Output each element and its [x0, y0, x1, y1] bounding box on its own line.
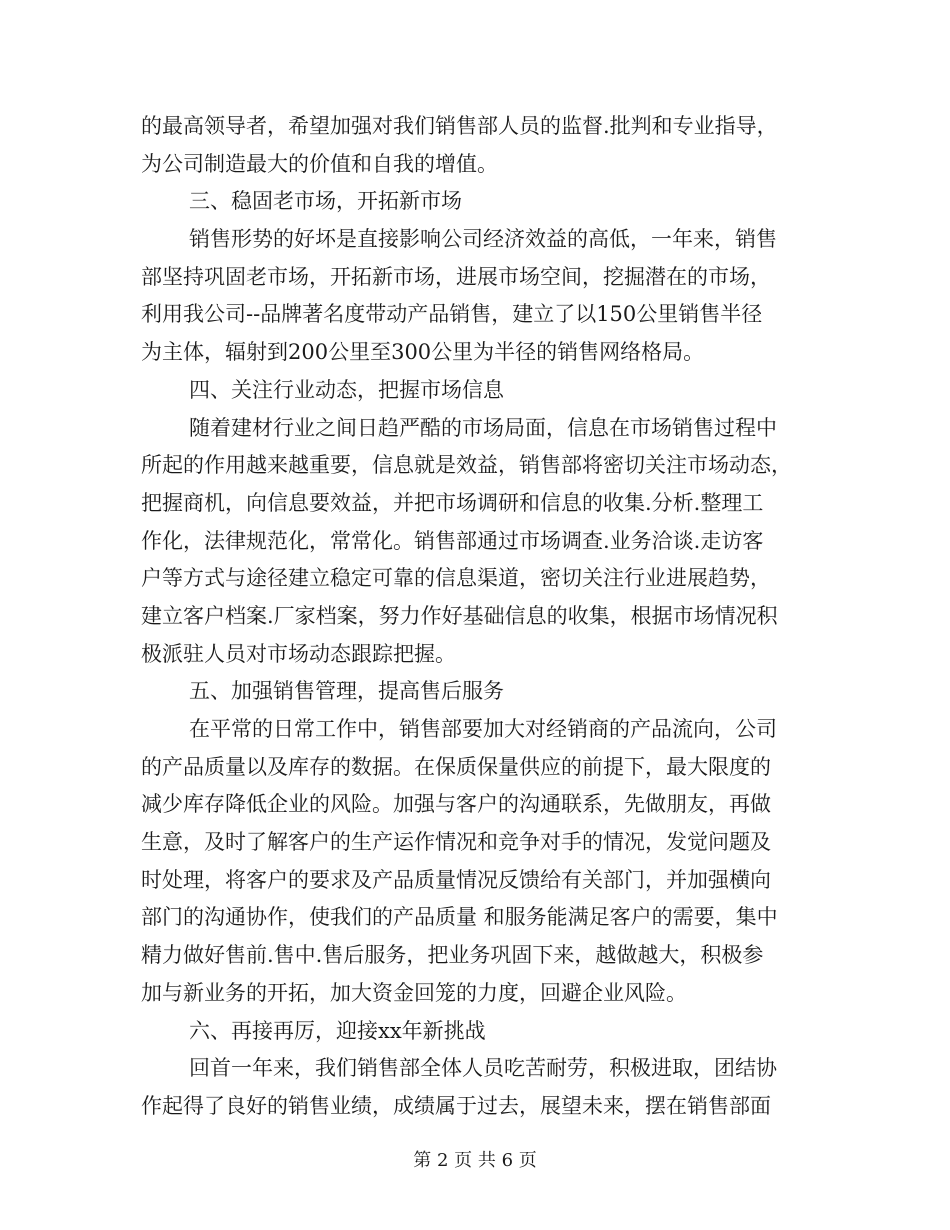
text-line: 所起的作用越来越重要，信息就是效益，销售部将密切关注市场动态，: [141, 453, 792, 478]
text-line: 部坚持巩固老市场，开拓新市场，进展市场空间，挖掘潜在的市场，: [141, 264, 771, 289]
text-line: 户等方式与途径建立稳定可靠的信息渠道，密切关注行业进展趋势，: [141, 566, 771, 591]
text-line: 六、再接再厉，迎接xx年新挑战: [189, 1018, 486, 1043]
text-line: 为公司制造最大的价值和自我的增值。: [141, 151, 498, 176]
text-line: 精力做好售前.售中.售后服务，把业务巩固下来，越做越大，积极参: [141, 943, 764, 968]
text-line: 建立客户档案.厂家档案，努力作好基础信息的收集，根据市场情况积: [141, 603, 778, 628]
text-line: 作起得了良好的销售业绩，成绩属于过去，展望未来，摆在销售部面: [141, 1093, 771, 1118]
text-line: 极派驻人员对市场动态跟踪把握。: [141, 641, 456, 666]
text-line: 加与新业务的开拓，加大资金回笼的力度，回避企业风险。: [141, 980, 687, 1005]
text-line: 利用我公司--品牌著名度带动产品销售，建立了以150公里销售半径: [141, 302, 763, 327]
text-line: 三、稳固老市场，开拓新市场: [189, 189, 462, 214]
text-line: 四、关注行业动态，把握市场信息: [189, 377, 504, 402]
text-line: 把握商机，向信息要效益，并把市场调研和信息的收集.分析.整理工: [141, 490, 764, 515]
text-line: 的产品质量以及库存的数据。在保质保量供应的前提下，最大限度的: [141, 754, 771, 779]
text-line: 五、加强销售管理，提高售后服务: [189, 679, 504, 704]
text-line: 作化，法律规范化，常常化。销售部通过市场调查.业务洽谈.走访客: [141, 528, 764, 553]
text-line: 时处理，将客户的要求及产品质量情况反馈给有关部门，并加强横向: [141, 867, 771, 892]
text-line: 的最高领导者，希望加强对我们销售部人员的监督.批判和专业指导，: [141, 114, 778, 138]
text-line: 在平常的日常工作中，销售部要加大对经销商的产品流向，公司: [189, 717, 777, 741]
document-body: [141, 108, 821, 1126]
text-line: 为主体，辐射到200公里至300公里为半径的销售网络格局。: [141, 340, 705, 365]
text-line: 回首一年来，我们销售部全体人员吃苦耐劳，积极进取，团结协: [189, 1056, 777, 1081]
text-line: 销售形势的好坏是直接影响公司经济效益的高低，一年来，销售: [189, 227, 777, 252]
text-line: 部门的沟通协作，使我们的产品质量 和服务能满足客户的需要，集中: [141, 905, 778, 930]
page-footer: 第 2 页 共 6 页: [413, 1150, 537, 1171]
text-line: 随着建材行业之间日趋严酷的市场局面，信息在市场销售过程中: [189, 415, 777, 440]
text-line: 减少库存降低企业的风险。加强与客户的沟通联系，先做朋友，再做: [141, 792, 771, 817]
text-line: 生意，及时了解客户的生产运作情况和竞争对手的情况，发觉问题及: [141, 830, 771, 855]
